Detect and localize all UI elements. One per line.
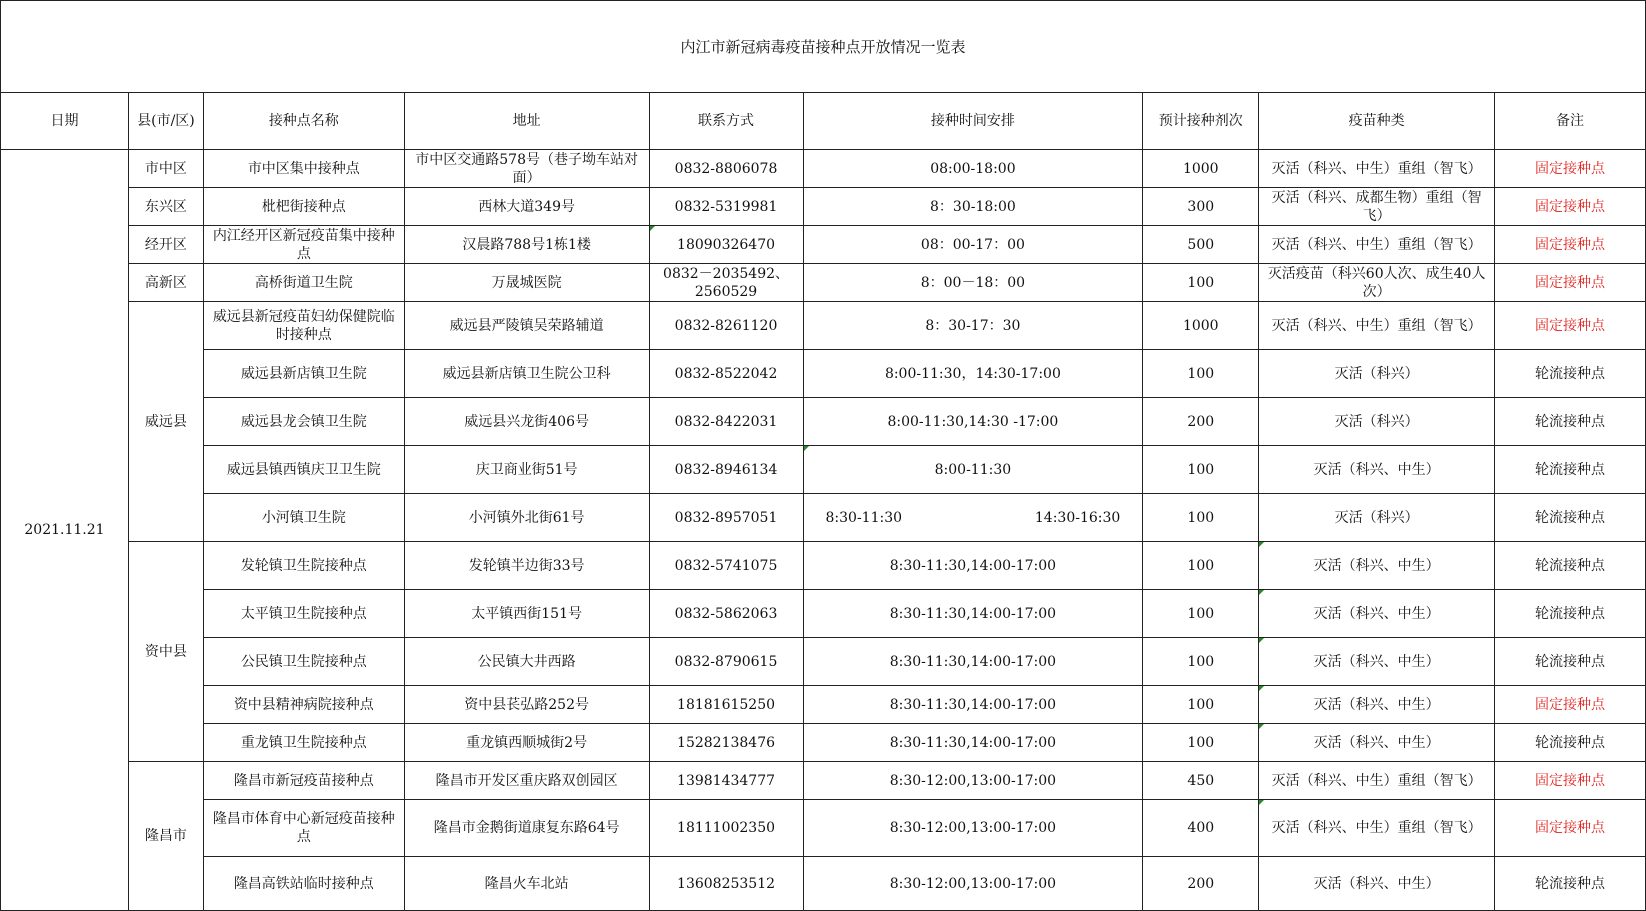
header-county: 县(市/区) (128, 93, 203, 150)
site-doses: 1000 (1143, 150, 1259, 188)
site-address: 隆昌火车北站 (404, 857, 649, 911)
table-row (1, 350, 1646, 398)
site-phone: 0832-8790615 (649, 638, 803, 686)
table-row (1, 398, 1646, 446)
site-note: 固定接种点 (1495, 226, 1646, 264)
table-row (1, 590, 1646, 638)
site-note: 轮流接种点 (1495, 398, 1646, 446)
site-doses: 300 (1143, 188, 1259, 226)
table-row (1, 446, 1646, 494)
site-vaccine: 灭活（科兴、中生）重组（智飞） (1259, 800, 1495, 857)
site-address: 重龙镇西顺城街2号 (404, 724, 649, 762)
site-phone: 0832-8806078 (649, 150, 803, 188)
site-vaccine: 灭活（科兴、中生）重组（智飞） (1259, 226, 1495, 264)
site-address: 万晟城医院 (404, 264, 649, 302)
table-title: 内江市新冠病毒疫苗接种点开放情况一览表 (1, 1, 1646, 93)
site-vaccine: 灭活（科兴、成都生物）重组（智飞） (1259, 188, 1495, 226)
site-note: 固定接种点 (1495, 150, 1646, 188)
header-doses: 预计接种剂次 (1143, 93, 1259, 150)
site-name: 高桥街道卫生院 (203, 264, 404, 302)
table-row (1, 264, 1646, 302)
site-address: 市中区交通路578号（巷子坳车站对面） (404, 150, 649, 188)
site-phone: 18181615250 (649, 686, 803, 724)
site-schedule: 8:00-11:30 (803, 446, 1143, 494)
site-phone: 0832-8261120 (649, 302, 803, 350)
county-cell: 经开区 (128, 226, 203, 264)
site-schedule: 8:30-11:30,14:00-17:00 (803, 686, 1143, 724)
site-phone: 18111002350 (649, 800, 803, 857)
site-schedule: 8:30-12:00,13:00-17:00 (803, 800, 1143, 857)
site-vaccine: 灭活（科兴、中生） (1259, 446, 1495, 494)
site-note: 固定接种点 (1495, 762, 1646, 800)
site-vaccine: 灭活（科兴、中生） (1259, 857, 1495, 911)
site-address: 西林大道349号 (404, 188, 649, 226)
site-doses: 100 (1143, 350, 1259, 398)
site-name: 枇杷街接种点 (203, 188, 404, 226)
site-vaccine: 灭活（科兴、中生） (1259, 590, 1495, 638)
site-schedule: 8：00－18：00 (803, 264, 1143, 302)
site-doses: 200 (1143, 857, 1259, 911)
site-phone: 15282138476 (649, 724, 803, 762)
site-address: 太平镇西街151号 (404, 590, 649, 638)
site-address: 发轮镇半边街33号 (404, 542, 649, 590)
site-address: 庆卫商业街51号 (404, 446, 649, 494)
header-contact: 联系方式 (649, 93, 803, 150)
site-note: 固定接种点 (1495, 188, 1646, 226)
county-cell: 高新区 (128, 264, 203, 302)
header-address: 地址 (404, 93, 649, 150)
site-phone: 0832-8957051 (649, 494, 803, 542)
site-note: 固定接种点 (1495, 264, 1646, 302)
site-address: 隆昌市开发区重庆路双创园区 (404, 762, 649, 800)
site-vaccine: 灭活（科兴、中生） (1259, 542, 1495, 590)
header-schedule: 接种时间安排 (803, 93, 1143, 150)
site-name: 公民镇卫生院接种点 (203, 638, 404, 686)
site-doses: 100 (1143, 724, 1259, 762)
site-doses: 100 (1143, 494, 1259, 542)
county-cell: 隆昌市 (128, 762, 203, 911)
header-row (1, 93, 1646, 150)
table-row (1, 494, 1646, 542)
site-schedule: 8:00-11:30,14:30 -17:00 (803, 398, 1143, 446)
site-phone: 0832-5862063 (649, 590, 803, 638)
site-doses: 100 (1143, 264, 1259, 302)
site-schedule: 08：00-17：00 (803, 226, 1143, 264)
site-note: 固定接种点 (1495, 686, 1646, 724)
site-doses: 100 (1143, 446, 1259, 494)
site-name: 威远县新冠疫苗妇幼保健院临时接种点 (203, 302, 404, 350)
site-name: 小河镇卫生院 (203, 494, 404, 542)
site-name: 太平镇卫生院接种点 (203, 590, 404, 638)
site-schedule: 8:00-11:30，14:30-17:00 (803, 350, 1143, 398)
site-vaccine: 灭活（科兴、中生） (1259, 638, 1495, 686)
site-schedule: 8:30-12:00,13:00-17:00 (803, 857, 1143, 911)
table-row (1, 762, 1646, 800)
site-name: 隆昌市体育中心新冠疫苗接种点 (203, 800, 404, 857)
site-vaccine: 灭活（科兴、中生） (1259, 724, 1495, 762)
site-name: 内江经开区新冠疫苗集中接种点 (203, 226, 404, 264)
site-name: 市中区集中接种点 (203, 150, 404, 188)
schedule-morning: 8:30-11:30 (825, 509, 903, 526)
site-phone: 13608253512 (649, 857, 803, 911)
table-row (1, 150, 1646, 188)
table-row (1, 638, 1646, 686)
site-vaccine: 灭活（科兴、中生）重组（智飞） (1259, 150, 1495, 188)
site-note: 轮流接种点 (1495, 350, 1646, 398)
site-name: 威远县龙会镇卫生院 (203, 398, 404, 446)
table-row (1, 800, 1646, 857)
header-vaccine: 疫苗种类 (1259, 93, 1495, 150)
site-doses: 100 (1143, 542, 1259, 590)
site-address: 威远县兴龙街406号 (404, 398, 649, 446)
site-doses: 100 (1143, 638, 1259, 686)
site-note: 轮流接种点 (1495, 724, 1646, 762)
site-vaccine: 灭活（科兴、中生） (1259, 686, 1495, 724)
table-row (1, 188, 1646, 226)
site-phone: 0832－2035492、2560529 (649, 264, 803, 302)
site-vaccine: 灭活（科兴） (1259, 494, 1495, 542)
table-row (1, 542, 1646, 590)
site-schedule: 8:30-11:30,14:00-17:00 (803, 590, 1143, 638)
county-cell: 东兴区 (128, 188, 203, 226)
site-doses: 500 (1143, 226, 1259, 264)
site-name: 隆昌市新冠疫苗接种点 (203, 762, 404, 800)
site-phone: 0832-5319981 (649, 188, 803, 226)
site-schedule: 8:30-11:30,14:00-17:00 (803, 724, 1143, 762)
site-doses: 1000 (1143, 302, 1259, 350)
site-schedule: 8：30-18:00 (803, 188, 1143, 226)
site-phone: 0832-8422031 (649, 398, 803, 446)
header-site-name: 接种点名称 (203, 93, 404, 150)
site-vaccine: 灭活（科兴、中生）重组（智飞） (1259, 302, 1495, 350)
site-phone: 13981434777 (649, 762, 803, 800)
site-note: 固定接种点 (1495, 800, 1646, 857)
site-note: 轮流接种点 (1495, 542, 1646, 590)
site-doses: 100 (1143, 686, 1259, 724)
site-note: 轮流接种点 (1495, 446, 1646, 494)
site-schedule: 8:30-11:30,14:00-17:00 (803, 638, 1143, 686)
site-doses: 450 (1143, 762, 1259, 800)
site-phone: 0832-8946134 (649, 446, 803, 494)
site-schedule: 8：30-17：30 (803, 302, 1143, 350)
site-note: 轮流接种点 (1495, 590, 1646, 638)
site-address: 资中县苌弘路252号 (404, 686, 649, 724)
table-row (1, 686, 1646, 724)
county-cell: 资中县 (128, 542, 203, 762)
site-name: 隆昌高铁站临时接种点 (203, 857, 404, 911)
table-row (1, 857, 1646, 911)
site-address: 公民镇大井西路 (404, 638, 649, 686)
site-note: 轮流接种点 (1495, 494, 1646, 542)
site-note: 轮流接种点 (1495, 638, 1646, 686)
site-address: 威远县新店镇卫生院公卫科 (404, 350, 649, 398)
site-name: 威远县新店镇卫生院 (203, 350, 404, 398)
county-cell: 威远县 (128, 302, 203, 542)
site-phone: 18090326470 (649, 226, 803, 264)
site-address: 隆昌市金鹅街道康复东路64号 (404, 800, 649, 857)
header-date: 日期 (1, 93, 129, 150)
site-phone: 0832-8522042 (649, 350, 803, 398)
site-name: 发轮镇卫生院接种点 (203, 542, 404, 590)
site-vaccine: 灭活疫苗（科兴60人次、成生40人次） (1259, 264, 1495, 302)
site-vaccine: 灭活（科兴） (1259, 350, 1495, 398)
site-address: 威远县严陵镇吴荣路辅道 (404, 302, 649, 350)
site-note: 轮流接种点 (1495, 857, 1646, 911)
site-vaccine: 灭活（科兴） (1259, 398, 1495, 446)
site-address: 汉晨路788号1栋1楼 (404, 226, 649, 264)
site-doses: 100 (1143, 590, 1259, 638)
site-schedule: 08:00-18:00 (803, 150, 1143, 188)
site-name: 资中县精神病院接种点 (203, 686, 404, 724)
site-doses: 200 (1143, 398, 1259, 446)
county-cell: 市中区 (128, 150, 203, 188)
site-name: 重龙镇卫生院接种点 (203, 724, 404, 762)
site-doses: 400 (1143, 800, 1259, 857)
site-address: 小河镇外北街61号 (404, 494, 649, 542)
table-row (1, 724, 1646, 762)
site-phone: 0832-5741075 (649, 542, 803, 590)
table-row (1, 226, 1646, 264)
site-vaccine: 灭活（科兴、中生）重组（智飞） (1259, 762, 1495, 800)
site-note: 固定接种点 (1495, 302, 1646, 350)
site-schedule: 8:30-12:00,13:00-17:00 (803, 762, 1143, 800)
schedule-afternoon: 14:30-16:30 (1034, 509, 1121, 526)
site-name: 威远县镇西镇庆卫卫生院 (203, 446, 404, 494)
table-row (1, 302, 1646, 350)
site-schedule: 8:30-11:30,14:00-17:00 (803, 542, 1143, 590)
site-schedule (803, 494, 1143, 542)
date-cell: 2021.11.21 (1, 150, 129, 911)
header-note: 备注 (1495, 93, 1646, 150)
